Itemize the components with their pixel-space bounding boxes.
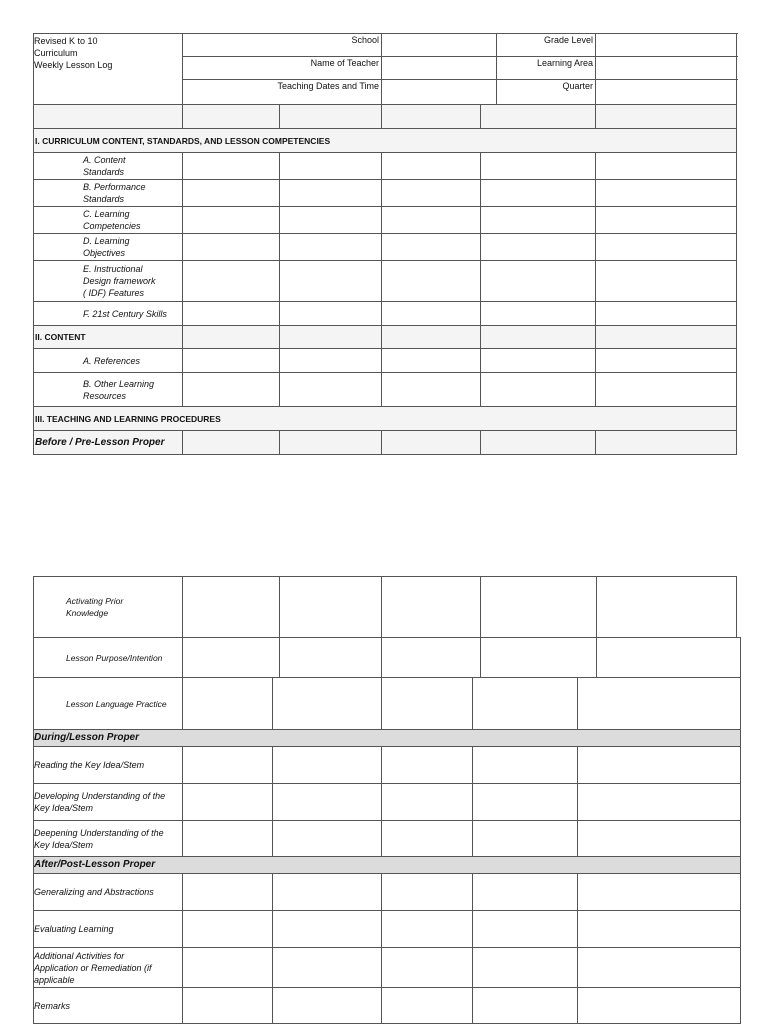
deepening-understanding-label — [34, 821, 183, 857]
developing-understanding-label — [34, 784, 183, 821]
cell-line: Resources — [83, 390, 127, 401]
table-row — [34, 821, 741, 857]
table-row — [34, 207, 737, 234]
grade-level-label: Grade Level — [497, 34, 596, 57]
section-content-row — [34, 326, 737, 349]
cell-line: Knowledge — [66, 608, 109, 618]
cell-line: Additional Activities for — [34, 950, 125, 961]
grade-level-field[interactable] — [596, 34, 737, 57]
table-row — [34, 911, 741, 948]
lesson-purpose-label: Lesson Purpose/Intention — [34, 638, 183, 678]
section-before-row — [34, 431, 737, 455]
cell-line: B. Other Learning — [83, 378, 155, 389]
table-row — [34, 784, 741, 821]
table-row — [34, 988, 741, 1024]
table-row — [34, 948, 741, 988]
table-row — [34, 180, 737, 207]
other-resources-label — [34, 373, 183, 407]
section-after: After/Post-Lesson Proper — [34, 857, 741, 874]
cell-line: Deepening Understanding of the — [34, 827, 164, 838]
cell-line: Activating Prior — [66, 596, 124, 606]
table-row — [34, 678, 741, 730]
learning-objectives-label — [34, 234, 183, 261]
cell-line: Developing Understanding of the — [34, 791, 166, 801]
school-label: School — [183, 34, 382, 57]
table-row — [34, 261, 737, 302]
cell-line: Key Idea/Stem — [34, 839, 94, 850]
cell-line: ( IDF) Features — [83, 288, 145, 298]
cell-line: Competencies — [83, 221, 141, 231]
teacher-label: Name of Teacher — [183, 57, 382, 80]
section-procedures: III. TEACHING AND LEARNING PROCEDURES — [34, 407, 737, 431]
learning-area-label: Learning Area — [497, 57, 596, 80]
cell-line: Design framework — [83, 276, 156, 286]
remarks-label: Remarks — [34, 988, 183, 1024]
cell-line: Standards — [83, 167, 125, 177]
cell-line: C. Learning — [83, 209, 130, 219]
cell-line: Application or Remediation (if — [34, 962, 152, 973]
quarter-label: Quarter — [497, 80, 596, 105]
activating-knowledge-label — [34, 577, 183, 638]
doc-title-line2: Curriculum — [34, 48, 78, 58]
performance-standards-label — [34, 180, 183, 207]
lesson-log-table-bottom — [33, 576, 741, 1024]
teacher-field[interactable] — [382, 57, 497, 80]
table-row — [34, 373, 737, 407]
evaluating-learning-label: Evaluating Learning — [34, 911, 183, 948]
doc-title — [34, 34, 183, 105]
doc-title-line3: Weekly Lesson Log — [34, 60, 113, 70]
school-field[interactable] — [382, 34, 497, 57]
dates-field[interactable] — [382, 80, 497, 105]
section-content: II. CONTENT — [34, 326, 183, 349]
lesson-language-label: Lesson Language Practice — [34, 678, 183, 730]
lesson-log-table-top — [33, 33, 737, 455]
cell-line: applicable — [34, 974, 75, 985]
table-row — [34, 349, 737, 373]
day-header-row — [34, 105, 737, 129]
dates-label: Teaching Dates and Time — [183, 80, 382, 105]
learning-area-field[interactable] — [596, 57, 737, 80]
table-row — [34, 302, 737, 326]
cell-line: E. Instructional — [83, 264, 143, 274]
generalizing-label: Generalizing and Abstractions — [34, 874, 183, 911]
cell-line: Key Idea/Stem — [34, 803, 94, 813]
idf-features-label — [34, 261, 183, 302]
doc-title-line1: Revised K to 10 — [34, 36, 98, 46]
section-curriculum: I. CURRICULUM CONTENT, STANDARDS, AND LESSON COMPETENCIES — [34, 129, 737, 153]
table-row — [34, 577, 741, 638]
table-row — [34, 747, 741, 784]
additional-activities-label — [34, 948, 183, 988]
section-before: Before / Pre-Lesson Proper — [34, 431, 183, 455]
quarter-field[interactable] — [596, 80, 737, 105]
cell-line: Objectives — [83, 248, 126, 258]
table-row — [34, 153, 737, 180]
section-during: During/Lesson Proper — [34, 730, 741, 747]
century-skills-label: F. 21st Century Skills — [34, 302, 183, 326]
content-standards-label — [34, 153, 183, 180]
cell-line: D. Learning — [83, 236, 130, 246]
table-row — [34, 638, 741, 678]
table-row — [34, 874, 741, 911]
cell-line: Standards — [83, 194, 125, 204]
reading-key-idea-label: Reading the Key Idea/Stem — [34, 747, 183, 784]
cell-line: B. Performance — [83, 182, 146, 192]
cell-line: A. Content — [83, 155, 126, 165]
references-label: A. References — [34, 349, 183, 373]
table-row — [34, 234, 737, 261]
learning-competencies-label — [34, 207, 183, 234]
